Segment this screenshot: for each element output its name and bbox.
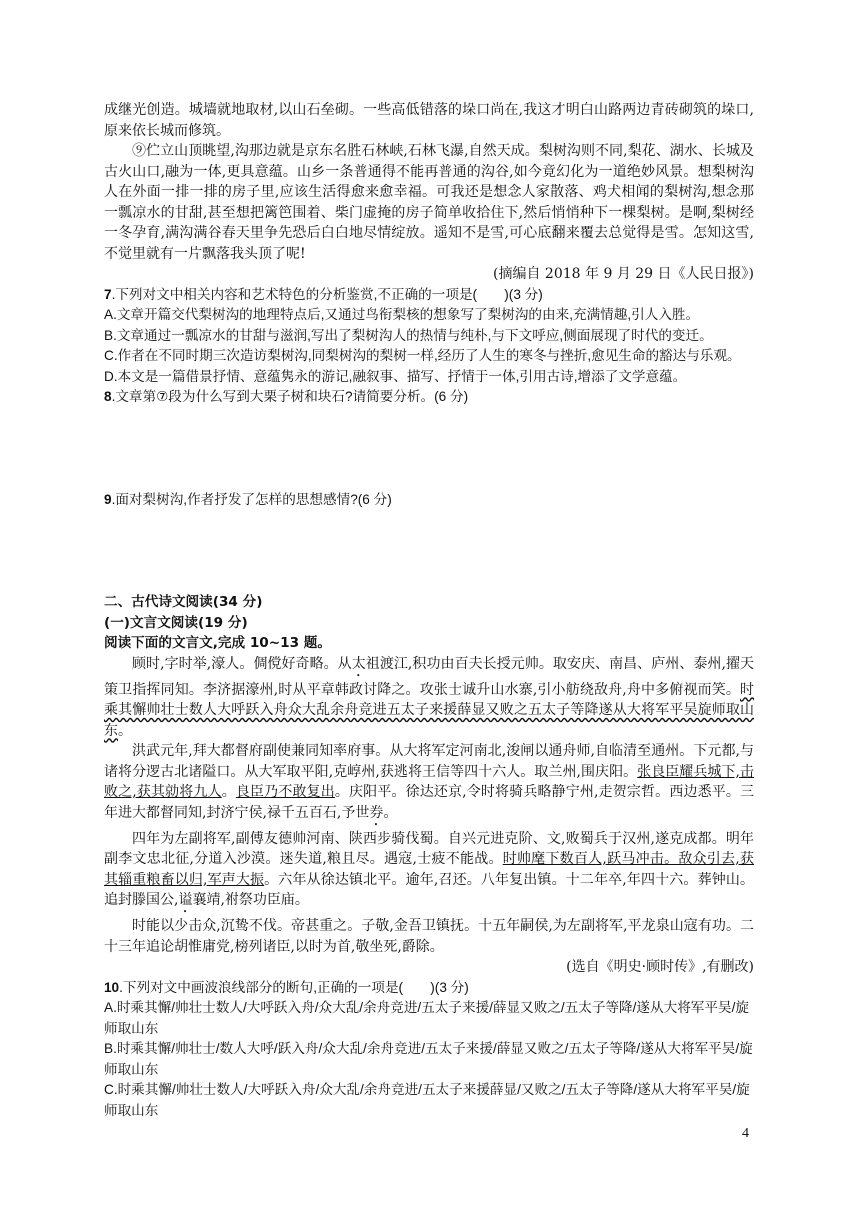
question-9-number: 9 — [104, 491, 112, 507]
question-9-text: .面对梨树沟,作者抒发了怎样的思想感情?(6 分) — [111, 491, 392, 507]
classical-p2-text-c: 。庆阳平。徐达还京,令时将骑兵略静宁州,走贺宗哲。西边悉平。三年进大都督同知,封济宁侯,禄千五百石,予世 — [104, 784, 755, 821]
question-7-option-d: D.本文是一篇借景抒情、意蕴隽永的游记,融叙事、描写、抒情于一体,引用古诗,增添了文学意蕴。 — [104, 368, 687, 384]
classical-p1-text-c: 。 — [118, 722, 132, 739]
question-8-number: 8 — [104, 389, 112, 404]
section-2-title: 二、古代诗文阅读(34 分) — [104, 594, 263, 610]
classical-paragraph-3 — [104, 829, 754, 917]
question-10-option-b: B.时乘其懈/帅壮士/数人大呼/跃入舟/众大乱/余舟竞进/五太子来援/薛显又败之/五太子等降/遂从大将军平吴/旋师取山东 — [104, 1041, 753, 1077]
underlined-sentence-3: 时帅麾下数百人,跃马冲击。敌众引去,获其辎重粮畜以归,军声大振 — [104, 851, 754, 888]
reading-instruction: 阅读下面的文言文,完成 10~13 题。 — [104, 635, 331, 651]
classical-p3-text-c: 襄靖,祔祭功臣庙。 — [192, 892, 309, 908]
classical-p2-dotted: 券 — [369, 804, 384, 821]
passage-paragraph-9: ⑨伫立山顶眺望,沟那边就是京东名胜石林峡,石林飞瀑,自然天成。梨树沟则不同,梨花、湖水、长城及古火山口,融为一体,更具意蕴。山乡一条普通得不能再普通的沟谷,如今竟幻化为一道绝妙风景。想梨树沟人在外面一排一排的房子里,应该生活得愈来愈幸福。可我还是想念人家散落、鸡犬相闻的梨树沟,想念那一瓢凉水的甘甜,甚至想把篱笆围着、柴门虚掩的房子简单收拾住下,然后悄悄种下一棵梨树。是啊,梨树经一冬孕育,满沟满谷春天里争先恐后白白地尽情绽放。遥知不是雪,可心底翻来覆去总觉得是雪。怎知这雪,不觉里就有一片飘落我头顶了呢! — [104, 143, 754, 262]
question-7-option-a: A.文章开篇交代梨树沟的地理特点后,又通过鸟衔梨核的想象写了梨树沟的由来,充满情趣,引人入胜。 — [104, 307, 700, 322]
document-page — [104, 100, 754, 1121]
wavy-underlined-sentence: 时乘其懈帅壮士数人大呼跃入舟众大乱余舟竞进五太子来援薛显又败之五太子等降遂从大将军平吴旋师取山东 — [104, 681, 754, 739]
answer-space-9 — [104, 510, 754, 592]
passage-continued-paragraph: 成继光创造。城墙就地取材,以山石垒砌。一些高低错落的垛口尚在,我这才明白山路两边青砖砌筑的垛口,原来依长城而修筑。 — [104, 102, 754, 139]
section-2-subtitle: (一)文言文阅读(19 分) — [104, 614, 248, 631]
passage-source: (摘编自 2018 年 9 月 29 日《人民日报》) — [493, 266, 754, 282]
classical-p2-text-a: 洪武元年,拜大都督府副使兼同知率府事。从大将军定河南北,浚闸以通舟师,自临清至通州。下元都,与诸将分逻古北诸隘口。从大军取平阳,克崞州,获逃将王信等四十六人。取兰州,围庆阳。 — [104, 743, 754, 780]
question-10-number: 10 — [104, 979, 120, 995]
classical-p3-dotted: 谥 — [178, 892, 193, 908]
classical-p1-dotted: 太 — [351, 655, 366, 672]
classical-p3-text-b: 。六年从徐达镇北平。逾年,召还。八年复出镇。十二年卒,年四十六。葬钟山。追封滕国公, — [104, 871, 754, 908]
page-number: 4 — [742, 1126, 749, 1141]
classical-paragraph-1 — [104, 654, 754, 742]
underlined-sentence-2: 良臣乃不敢复出 — [235, 784, 335, 800]
underlined-sentence-1: 张良臣耀兵城下,击败之,获其勍将九人 — [104, 763, 754, 800]
classical-source: (选自《明史·顾时传》,有删改) — [566, 959, 754, 975]
question-7-number: 7 — [104, 286, 112, 302]
question-10-stem — [104, 978, 754, 999]
question-10-option-a: A.时乘其懈/帅壮士数人/大呼跃入舟/众大乱/余舟竞进/五太子来援/薛显又败之/五太子等降/遂从大将军平吴/旋师取山东 — [104, 1000, 749, 1036]
question-10-text: .下列对文中画波浪线部分的断句,正确的一项是( )(3 分) — [119, 979, 469, 995]
question-7-option-c: C.作者在不同时期三次造访梨树沟,同梨树沟的梨树一样,经历了人生的寒冬与挫折,愈见生命的豁达与乐观。 — [104, 348, 741, 363]
question-7-text: .下列对文中相关内容和艺术特色的分析鉴赏,不正确的一项是( )(3 分) — [111, 286, 543, 302]
classical-p2-text-b: 。 — [221, 784, 236, 800]
question-8-text: .文章第⑦段为什么写到大栗子树和块石?请简要分析。(6 分) — [111, 389, 469, 404]
question-7-option-b: B.文章通过一瓢凉水的甘甜与滋润,写出了梨树沟人的热情与纯朴,与下文呼应,侧面展现了时代的变迁。 — [104, 327, 713, 343]
question-9-stem — [104, 490, 754, 511]
classical-paragraph-2 — [104, 741, 754, 829]
classical-p1-text-a: 顾时,字时举,濠人。倜傥好奇略。从 — [132, 655, 352, 672]
classical-paragraph-4: 时能以少击众,沉鸷不伐。帝甚重之。子敬,金吾卫镇抚。十五年嗣侯,为左副将军,平龙泉山寇有功。二十三年追论胡惟庸党,榜列诸臣,以时为首,敬坐死,爵除。 — [104, 918, 754, 955]
classical-p1-text-b: 祖渡江,积功由百夫长授元帅。取安庆、南昌、庐州、泰州,擢天策卫指挥同知。李济据濠州,时从平章韩政讨降之。攻张士诚升山水寨,引小舫绕敌舟,舟中多俯视而笑。 — [104, 655, 755, 698]
classical-p3-text-a: 四年为左副将军,副傅友德帅河南、陕西步骑伐蜀。自兴元进克阶、文,败蜀兵于汉州,遂克成都。明年副李文忠北征,分道入沙漠。迷失道,粮且尽。遇寇,士疲不能战。 — [104, 830, 754, 867]
question-8-stem — [104, 387, 754, 408]
answer-space-8 — [104, 408, 754, 490]
question-10-option-c: C.时乘其懈/帅壮士数人/大呼跃入舟/众大乱/余舟竞进/五太子来援薛显/又败之/五太子等降/遂从大将军平吴/旋师取山东 — [104, 1082, 750, 1118]
classical-p2-text-d: 。 — [383, 804, 398, 821]
question-7-stem — [104, 285, 754, 306]
